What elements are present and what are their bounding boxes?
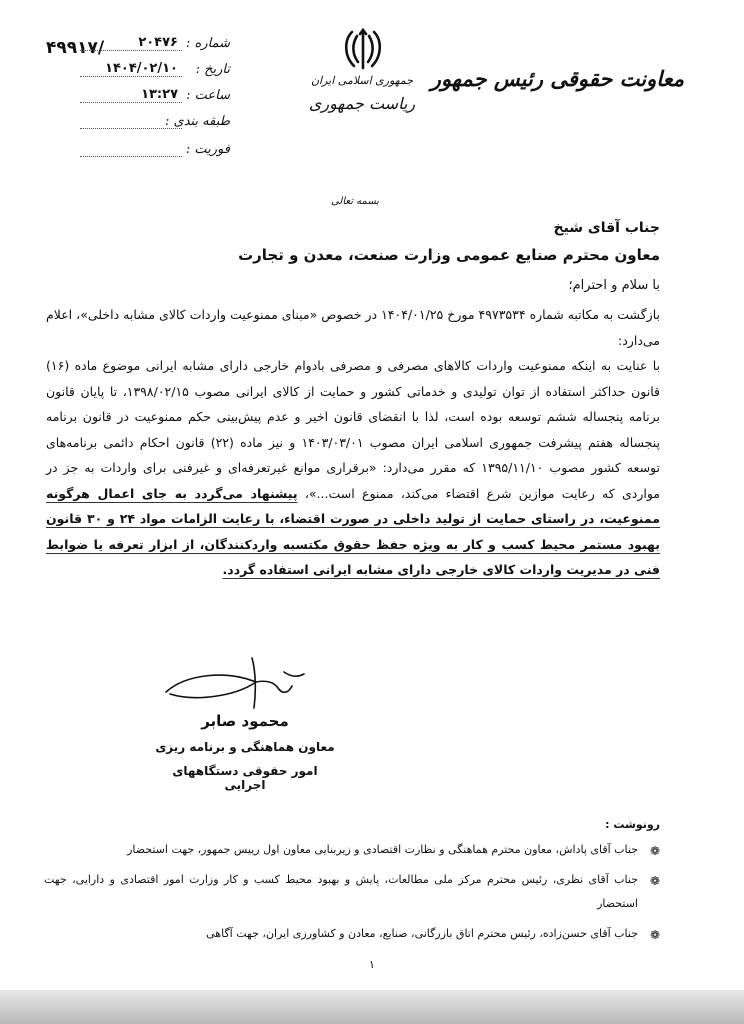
cc-item-text: جناب آقای پاداش، معاون محترم هماهنگی و نظارت اقتصادی و زیربنایی معاون اول رییس جمهور، جهت استحضار [127,843,638,856]
scan-bottom-edge [0,990,744,1024]
invocation: بسمه تعالی [330,196,380,207]
meta-time-row [80,86,230,112]
cc-title: رونوشت : [605,818,660,831]
addressee-name: جناب آقای شیخ [553,220,660,236]
letter-body [46,302,660,583]
cc-bullet-icon: ❁ [649,874,660,888]
meta-classification-row [80,112,230,140]
date-value: ۱۴۰۴/۰۲/۱۰ [105,61,178,76]
addressee-title: معاون محترم صنایع عمومی وزارت صنعت، معدن و تجارت [238,246,660,264]
classification-label: طبقه بندی : [165,114,230,129]
dotted-line [80,156,182,157]
greeting: با سلام و احترام؛ [568,278,660,293]
org-line-2: ریاست جمهوری [308,94,416,113]
signer-name: محمود صابر [201,712,289,730]
signer-title-1: معاون هماهنگی و برنامه ریزی [155,740,335,754]
cc-item-text: جناب آقای حسن‌زاده، رئیس محترم اتاق بازرگانی، صنایع، معادن و کشاورزی ایران، جهت آگاهی [206,927,638,940]
meta-date-row [80,60,230,86]
priority-label: فوریت : [185,142,230,157]
cc-bullet-icon: ❁ [649,928,660,942]
signer-title-2: امور حقوقی دستگاههای اجرایی [172,764,318,792]
cc-bullet-icon: ❁ [649,844,660,858]
cc-item [44,922,660,946]
iran-emblem-icon [338,24,388,74]
time-value: ۱۳:۲۷ [141,87,178,102]
cc-item [44,868,660,916]
dotted-line [80,76,182,77]
body-paragraph-2-text: با عنایت به اینکه ممنوعیت واردات کالاهای مصرفی و مصرفی بادوام خارجی دارای مشابه ایرانی موضوع ماده (۱۶) قانون حداکثر استفاده از توان تولیدی و خدماتی کشور و حمایت از کالای ایرانی مصوب ۱۳۹۸/۰۲/۱۵، تا پایان قانون برنامه پنجساله ششم توسعه بوده است، لذا با انقضای قانون اخیر و عدم پیش‌بینی حکم ممنوعیت در قانون برنامه پنجساله هفتم پیشرفت جمهوری اسلامی ایران مصوب ۱۴۰۳/۰۳/۰۱ و نیز ماده (۲۲) قانون احکام دائمی برنامه‌های توسعه کشور مصوب ۱۳۹۵/۱۱/۱۰ که مقرر می‌دارد: «برقراری موانع غیرتعرفه‌ای و غیرفنی برای واردات به جز در مواردی که رعایت موازین شرع اقتضاء می‌کند، ممنوع است...»، [46,358,660,501]
dotted-line [80,102,182,103]
registration-number: /۴۹۹۱۷ [46,38,105,58]
cc-list [44,838,660,946]
time-label: ساعت : [186,88,230,103]
page-number: ۱ [369,958,375,971]
date-label: تاریخ : [195,62,230,77]
org-line-1: جمهوری اسلامی ایران [310,74,414,87]
meta-number-row [80,34,230,60]
recommendation-text: پیشنهاد می‌گردد به جای اعمال هرگونه ممنوعیت، در راستای حمایت از تولید داخلی در صورت اقتضاء، با رعایت الزامات مواد ۲۴ و ۳۰ قانون بهبود مستمر محیط کسب و کار به ویژه حفظ حقوق مکتسبه واردکنندگان، از ابزار تعرفه یا ضوابط فنی در مدیریت واردات کالای خارجی دارای مشابه ایرانی استفاده گردد. [46,485,660,577]
cc-item [44,838,660,862]
body-paragraph-1: بازگشت به مکاتبه شماره ۴۹۷۳۵۳۴ مورخ ۱۴۰۴/۰۱/۲۵ در خصوص «مبنای ممنوعیت واردات کالای مشابه داخلی»، اعلام می‌دارد: [46,307,660,348]
cc-item-text: جناب آقای نظری، رئیس محترم مرکز ملی مطالعات، پایش و بهبود محیط کسب و کار وزارت امور اقتصادی و دارایی، جهت استحضار [44,873,638,910]
meta-priority-row [80,140,230,166]
office-title: معاونت حقوقی رئیس جمهور [430,66,684,91]
number-label: شماره : [186,36,230,51]
handwritten-signature [156,652,316,712]
dotted-line [80,50,182,51]
body-paragraph-2 [46,353,660,583]
dotted-line [80,128,182,129]
number-value: ۲۰۴۷۶ [138,35,178,50]
letter-metadata [80,34,230,166]
